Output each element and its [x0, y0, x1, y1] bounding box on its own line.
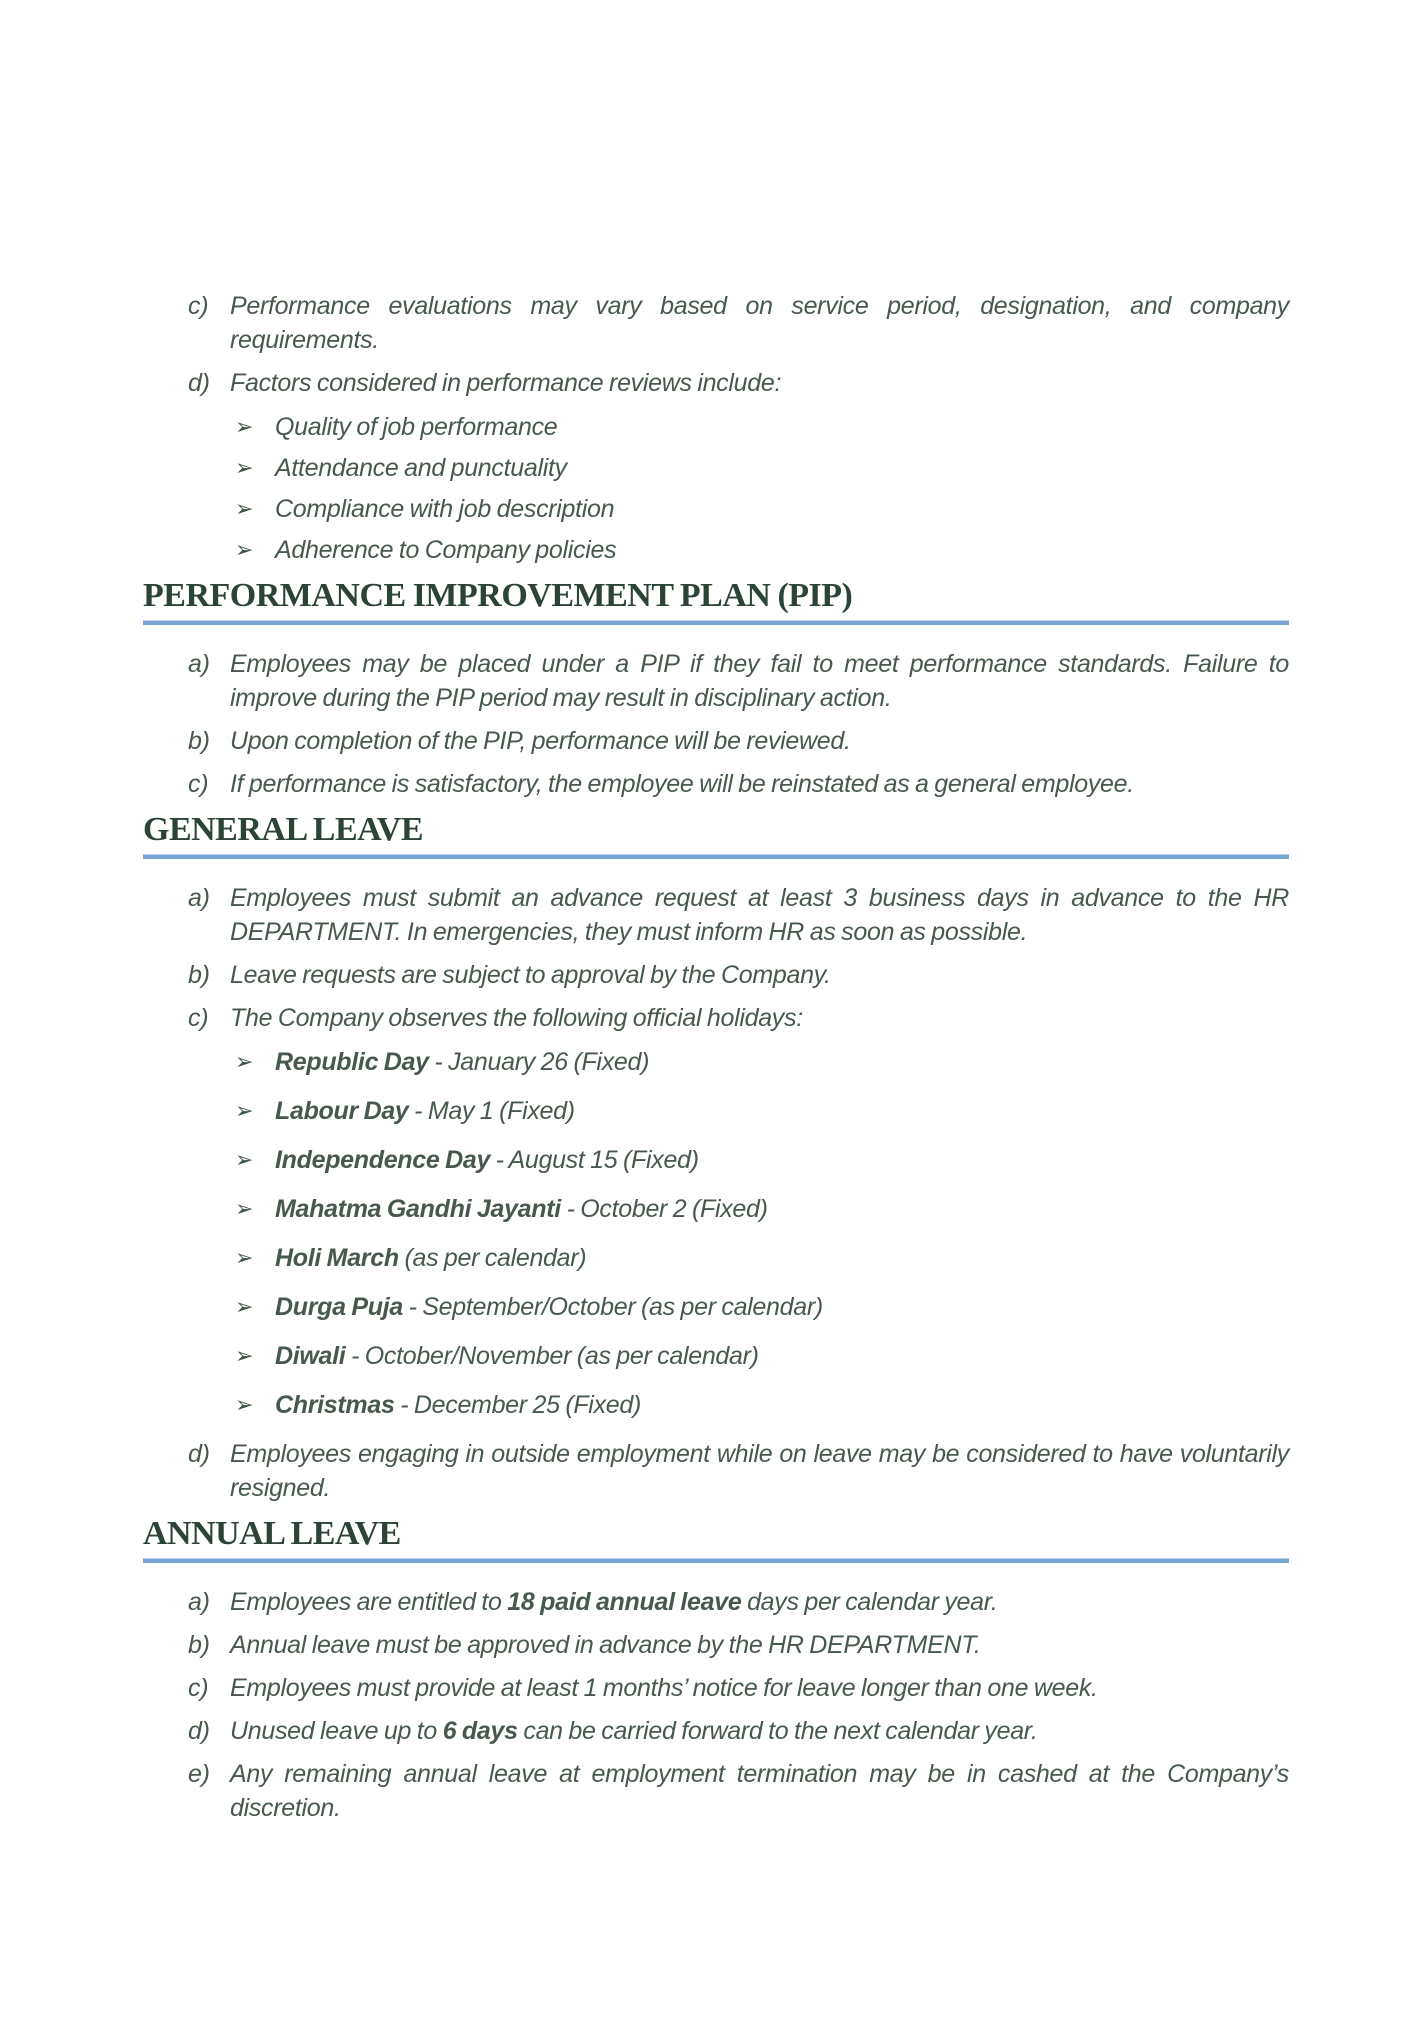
list-item-text	[230, 1714, 1289, 1748]
list-item-text: If performance is satisfactory, the employee will be reinstated as a general employee.	[230, 770, 1134, 798]
holiday-detail: (as per calendar)	[398, 1244, 587, 1272]
holiday-detail: - December 25 (Fixed)	[394, 1391, 641, 1419]
list-marker: a)	[188, 884, 210, 912]
list-item	[143, 1628, 1289, 1662]
list-item	[143, 1714, 1289, 1748]
holidays-list	[143, 1045, 1289, 1422]
list-item	[143, 1757, 1289, 1825]
arrow-bullet-icon: ➢	[235, 1196, 254, 1221]
list-item	[143, 1671, 1289, 1705]
factor-text: Attendance and punctuality	[275, 454, 567, 482]
list-item	[143, 1388, 1289, 1422]
holiday-name: Mahatma Gandhi Jayanti	[275, 1195, 561, 1223]
list-marker: e)	[188, 1760, 210, 1788]
holiday-name: Labour Day	[275, 1097, 409, 1125]
text-segment: Employees are entitled to	[230, 1588, 508, 1616]
list-marker: a)	[188, 650, 210, 678]
holiday-name: Independence Day	[275, 1146, 491, 1174]
document-content	[143, 0, 1289, 1834]
holiday-detail: - August 15 (Fixed)	[490, 1146, 699, 1174]
list-item-text: Performance evaluations may vary based on service period, designation, and company requirements.	[230, 292, 1289, 354]
arrow-bullet-icon: ➢	[235, 1343, 254, 1368]
list-item	[143, 533, 1289, 567]
list-item	[143, 492, 1289, 526]
holiday-detail: - May 1 (Fixed)	[408, 1097, 575, 1125]
list-item	[143, 289, 1289, 357]
list-item	[143, 767, 1289, 801]
heading-rule	[143, 1558, 1289, 1563]
factor-text: Compliance with job description	[275, 495, 615, 523]
text-segment: Any remaining annual leave at employment termination may be in cashed at the Company’s discretion.	[230, 1760, 1289, 1822]
list-item	[143, 1339, 1289, 1373]
list-item	[143, 1001, 1289, 1035]
list-item	[143, 1045, 1289, 1079]
pip-heading: PERFORMANCE IMPROVEMENT PLAN (PIP)	[143, 577, 853, 614]
arrow-bullet-icon: ➢	[235, 455, 254, 480]
text-segment: Unused leave up to	[230, 1717, 443, 1745]
list-marker: d)	[188, 369, 210, 397]
holiday-detail: - January 26 (Fixed)	[428, 1048, 650, 1076]
heading-rule	[143, 854, 1289, 859]
text-segment: days per calendar year.	[741, 1588, 998, 1616]
holiday-name: Diwali	[275, 1342, 346, 1370]
list-item	[143, 1241, 1289, 1275]
holiday-detail: - October 2 (Fixed)	[560, 1195, 768, 1223]
list-item	[143, 1192, 1289, 1226]
list-marker: c)	[188, 1004, 209, 1032]
list-item	[143, 1290, 1289, 1324]
list-item	[143, 366, 1289, 400]
list-item	[143, 647, 1289, 715]
list-item	[143, 1094, 1289, 1128]
list-item	[143, 451, 1289, 485]
annual-leave-section-heading	[143, 1515, 1289, 1563]
list-item	[143, 1437, 1289, 1505]
list-item	[143, 881, 1289, 949]
list-item-text: Upon completion of the PIP, performance will be reviewed.	[230, 727, 851, 755]
annual-leave-heading: ANNUAL LEAVE	[143, 1515, 401, 1552]
list-item-text: Factors considered in performance reviews include:	[230, 369, 782, 397]
text-segment: Annual leave must be approved in advance by the HR DEPARTMENT.	[230, 1631, 981, 1659]
factor-text: Quality of job performance	[275, 413, 558, 441]
list-marker: c)	[188, 1674, 209, 1702]
factor-text: Adherence to Company policies	[275, 536, 617, 564]
arrow-bullet-icon: ➢	[235, 496, 254, 521]
list-item-text: Employees must submit an advance request at least 3 business days in advance to the HR DEPARTMENT. In emergencies, they must inform HR as soon as possible.	[230, 884, 1289, 946]
list-item	[143, 724, 1289, 758]
holiday-name: Durga Puja	[275, 1293, 403, 1321]
list-item-text	[230, 1671, 1289, 1705]
arrow-bullet-icon: ➢	[235, 1294, 254, 1319]
holiday-name: Holi March	[275, 1244, 399, 1272]
holiday-detail: - September/October (as per calendar)	[402, 1293, 823, 1321]
arrow-bullet-icon: ➢	[235, 1147, 254, 1172]
list-item-text: Employees may be placed under a PIP if they fail to meet performance standards. Failure to improve during the PIP period may result in disciplinary action.	[230, 650, 1289, 712]
list-item-text	[230, 1585, 1289, 1619]
list-marker: c)	[188, 770, 209, 798]
factors-list	[143, 410, 1289, 567]
text-segment: Employees must provide at least 1 months’ notice for leave longer than one week.	[230, 1674, 1098, 1702]
arrow-bullet-icon: ➢	[235, 1049, 254, 1074]
list-item	[143, 1585, 1289, 1619]
arrow-bullet-icon: ➢	[235, 1392, 254, 1417]
holiday-detail: - October/November (as per calendar)	[345, 1342, 759, 1370]
list-marker: d)	[188, 1440, 210, 1468]
arrow-bullet-icon: ➢	[235, 1098, 254, 1123]
list-marker: d)	[188, 1717, 210, 1745]
list-marker: b)	[188, 961, 210, 989]
list-item-text: Employees engaging in outside employment while on leave may be considered to have voluntarily resigned.	[230, 1440, 1289, 1502]
list-marker: c)	[188, 292, 209, 320]
text-segment-bold: 6 days	[442, 1717, 518, 1745]
list-marker: b)	[188, 727, 210, 755]
holiday-name: Christmas	[275, 1391, 395, 1419]
arrow-bullet-icon: ➢	[235, 1245, 254, 1270]
holiday-name: Republic Day	[275, 1048, 429, 1076]
list-marker: b)	[188, 1631, 210, 1659]
list-item	[143, 410, 1289, 444]
list-item-text	[230, 1628, 1289, 1662]
general-leave-heading: GENERAL LEAVE	[143, 811, 424, 848]
list-item	[143, 1143, 1289, 1177]
list-item-text: The Company observes the following official holidays:	[230, 1004, 803, 1032]
list-marker: a)	[188, 1588, 210, 1616]
general-leave-section-heading	[143, 811, 1289, 859]
list-item	[143, 958, 1289, 992]
arrow-bullet-icon: ➢	[235, 414, 254, 439]
text-segment: can be carried forward to the next calendar year.	[517, 1717, 1038, 1745]
pip-section-heading	[143, 577, 1289, 625]
list-item-text: Leave requests are subject to approval by the Company.	[230, 961, 831, 989]
text-segment-bold: 18 paid annual leave	[507, 1588, 742, 1616]
arrow-bullet-icon: ➢	[235, 537, 254, 562]
list-item-text	[230, 1757, 1289, 1825]
heading-rule	[143, 620, 1289, 625]
